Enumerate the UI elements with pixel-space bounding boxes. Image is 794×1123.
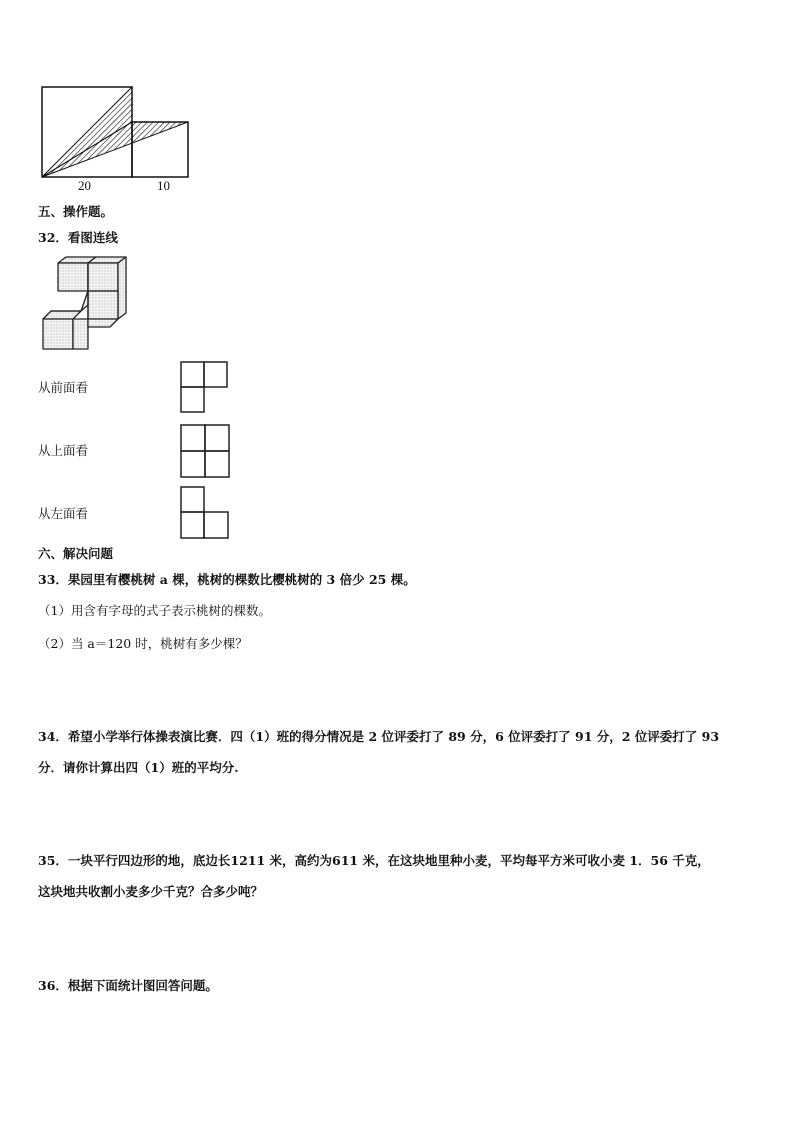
question-35-line1: 35．一块平行四边形的地，底边长1211 米，高约为611 米，在这块地里种小麦，平均每平方米可收小麦 1．56 千克，	[38, 853, 710, 868]
cube-stack-figure	[38, 255, 138, 355]
question-33-stem: 33．果园里有樱桃树 a 棵，桃树的棵数比樱桃树的 3 倍少 25 棵。	[38, 572, 416, 587]
view-grid-top[interactable]	[180, 424, 230, 478]
dimension-label-20: 20	[78, 178, 91, 193]
question-32-title: 32．看图连线	[38, 230, 118, 245]
hatched-triangle-figure	[38, 84, 198, 196]
view-label-front: 从前面看	[38, 380, 89, 395]
question-34-line1: 34．希望小学举行体操表演比赛．四（1）班的得分情况是 2 位评委打了 89 分，6 位评委打了 91 分，2 位评委打了 93	[38, 729, 720, 744]
view-grid-front[interactable]	[180, 361, 230, 413]
view-label-top: 从上面看	[38, 443, 89, 458]
question-36-stem: 36．根据下面统计图回答问题。	[38, 978, 218, 993]
question-35-line2: 这块地共收割小麦多少千克？合多少吨？	[38, 884, 264, 899]
section-heading-6: 六、解决问题	[38, 546, 114, 561]
section-heading-5: 五、操作题。	[38, 204, 114, 219]
question-33-part2: （2）当 a＝120 时，桃树有多少棵？	[38, 636, 248, 651]
question-34-line2: 分．请你计算出四（1）班的平均分.	[38, 760, 239, 775]
question-33-part1: （1）用含有字母的式子表示桃树的棵数。	[38, 603, 271, 618]
view-grid-left[interactable]	[180, 486, 230, 540]
dimension-label-10: 10	[157, 178, 170, 193]
view-label-left: 从左面看	[38, 506, 89, 521]
